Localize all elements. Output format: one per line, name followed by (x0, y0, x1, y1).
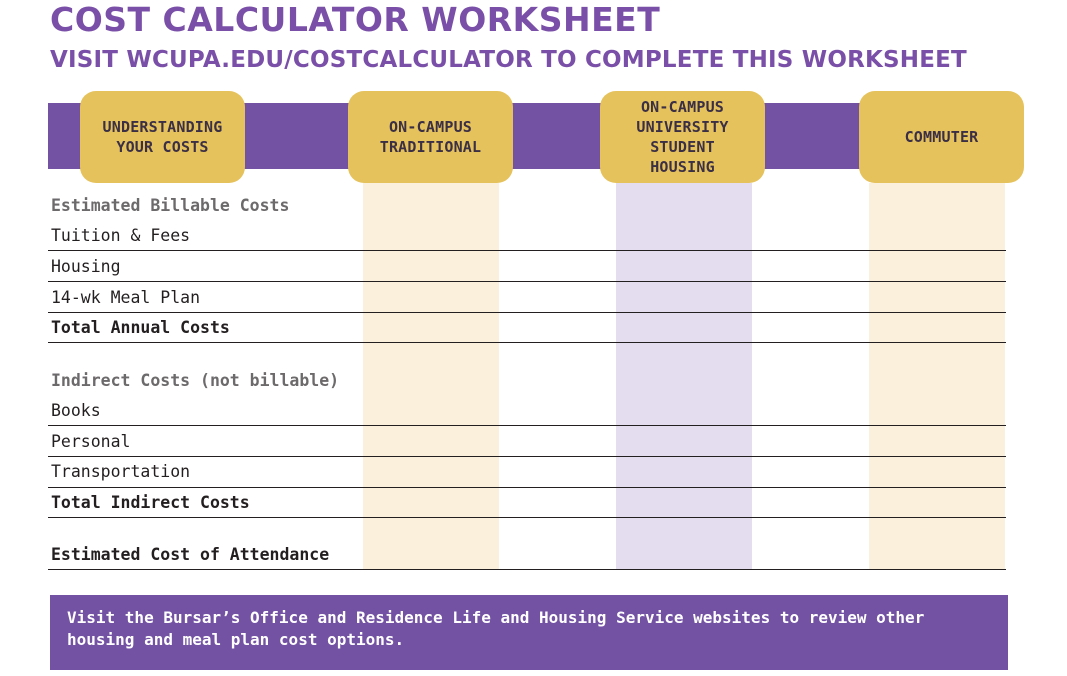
row-divider (48, 517, 1006, 518)
row-divider (48, 312, 1006, 313)
row-divider (48, 281, 1006, 282)
on-campus-traditional-column (363, 183, 499, 569)
indirect-costs-heading: Indirect Costs (not billable) (51, 371, 340, 390)
row-books: Books (51, 401, 101, 420)
row-divider (48, 569, 1006, 570)
row-divider (48, 456, 1006, 457)
commuter-column (869, 183, 1005, 569)
row-divider (48, 342, 1006, 343)
column-header-on-campus-traditional: ON-CAMPUS TRADITIONAL (348, 91, 513, 183)
row-tuition-fees: Tuition & Fees (51, 226, 191, 245)
row-total-indirect-costs: Total Indirect Costs (51, 493, 250, 512)
row-housing: Housing (51, 257, 121, 276)
row-divider (48, 250, 1006, 251)
column-header-understanding-costs: UNDERSTANDING YOUR COSTS (80, 91, 245, 183)
column-header-university-student-housing: ON-CAMPUS UNIVERSITY STUDENT HOUSING (600, 91, 765, 183)
info-note: Visit the Bursar’s Office and Residence Life and Housing Service websites to review other housing and meal plan cost options. (50, 595, 1008, 670)
row-divider (48, 425, 1006, 426)
row-personal: Personal (51, 432, 131, 451)
row-divider (48, 487, 1006, 488)
column-header-commuter: COMMUTER (859, 91, 1024, 183)
billable-costs-heading: Estimated Billable Costs (51, 196, 290, 215)
row-transportation: Transportation (51, 462, 191, 481)
row-estimated-cost-of-attendance: Estimated Cost of Attendance (51, 545, 330, 564)
page-title: COST CALCULATOR WORKSHEET (50, 0, 661, 39)
university-student-housing-column (616, 183, 752, 569)
row-meal-plan: 14-wk Meal Plan (51, 288, 201, 307)
page-subtitle: VISIT WCUPA.EDU/COSTCALCULATOR TO COMPLETE THIS WORKSHEET (50, 47, 967, 73)
row-total-annual-costs: Total Annual Costs (51, 318, 230, 337)
